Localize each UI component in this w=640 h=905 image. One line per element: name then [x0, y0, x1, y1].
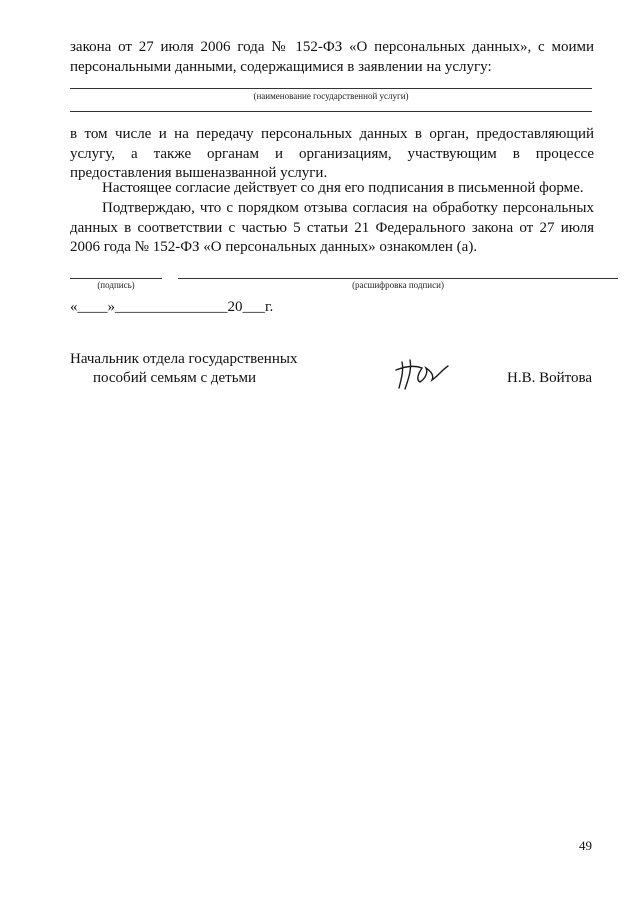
page-number: 49 [579, 838, 592, 853]
confirm-paragraph: Подтверждаю, что с порядком отзыва согласия на обработку персональных данных в соответствии с частью 5 статьи 21 Федерального закона от 27 июля 2006 года № 152-ФЗ «О персональных данных» ознакомлен (а). [70, 200, 594, 255]
intro-paragraph: закона от 27 июля 2006 года № 152-ФЗ «О персональных данных», с моими персональными данными, содержащимися в заявлении на услугу: [70, 39, 594, 75]
signature-caption: (подпись) [97, 280, 135, 290]
service-name-caption: (наименование государственной услуги) [253, 91, 409, 101]
date-line: «____»_______________20___г. [70, 299, 274, 315]
validity-paragraph: Настоящее согласие действует со дня его подписания в письменной форме. [102, 180, 584, 196]
official-name: Н.В. Войтова [507, 370, 593, 386]
official-title-line-1: Начальник отдела государственных [70, 351, 298, 367]
service-name-line [70, 88, 592, 89]
signature-decoding-line [178, 278, 618, 279]
official-title-line-2: пособий семьям с детьми [93, 370, 257, 386]
handwritten-signature [392, 356, 452, 390]
service-name-line-2 [70, 111, 592, 112]
transfer-paragraph: в том числе и на передачу персональных данных в орган, предоставляющий услугу, а также органам и организациям, участвующим в процессе предоставления вышеназванной услуги. [70, 126, 594, 181]
signature-decoding-caption: (расшифровка подписи) [352, 280, 444, 290]
signature-line [70, 278, 162, 279]
